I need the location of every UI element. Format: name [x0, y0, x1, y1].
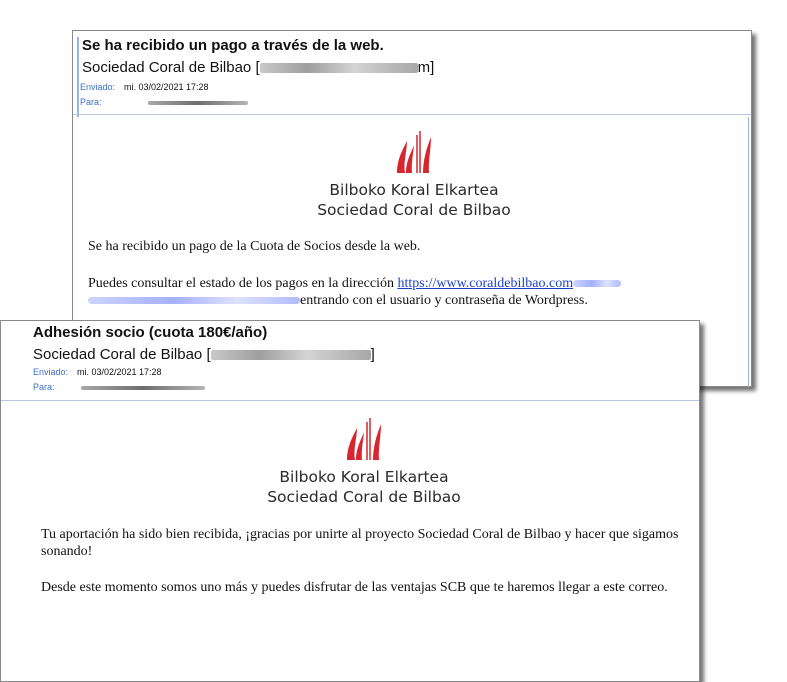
- redacted-link-line: [88, 297, 300, 304]
- paragraph-2-suffix: entrando con el usuario y contraseña de Wordpress.: [300, 293, 588, 308]
- to-row: [33, 382, 205, 392]
- email-subject: Adhesión socio (cuota 180€/año): [33, 324, 268, 341]
- header-separator: [73, 114, 751, 115]
- redacted-email: [260, 63, 418, 73]
- site-link[interactable]: https://www.coraldebilbao.com: [397, 276, 574, 291]
- email-sender: [82, 59, 434, 76]
- sender-name: Sociedad Coral de Bilbao [: [33, 346, 211, 363]
- email-paragraph-2: Desde este momento somos uno más y puedes disfrutar de las ventajas SCB que te haremos llegar a este correo.: [41, 580, 668, 595]
- to-label: Para:: [80, 97, 102, 107]
- logo-text-line1: Bilboko Koral Elkartea: [329, 181, 499, 199]
- header-accent-line: [77, 37, 79, 117]
- email-window-membership: [0, 320, 700, 682]
- sender-tail: ]: [370, 346, 375, 363]
- coral-logo-icon: [393, 129, 435, 177]
- redacted-email: [211, 350, 371, 360]
- paragraph-2-prefix: Puedes consultar el estado de los pagos en la dirección: [88, 276, 398, 291]
- sent-label: Enviado:: [80, 82, 116, 92]
- sender-tail: m]: [417, 59, 435, 76]
- sender-name: Sociedad Coral de Bilbao [: [82, 59, 260, 76]
- email-paragraph-2: [88, 275, 738, 309]
- redacted-recipient: [81, 386, 205, 390]
- to-row: [80, 97, 248, 107]
- sent-row: [33, 367, 162, 377]
- redacted-link-tail: [573, 280, 621, 287]
- coral-logo-icon: [343, 416, 385, 464]
- scroll-edge: [748, 117, 749, 387]
- email-paragraph-1: Tu aportación ha sido bien recibida, ¡gracias por unirte al proyecto Sociedad Coral de Bilbao y hacer que sigamos sonando!: [41, 527, 679, 559]
- logo-text-line2: Sociedad Coral de Bilbao: [267, 488, 461, 506]
- email-subject: Se ha recibido un pago a través de la web.: [82, 37, 384, 54]
- sent-value: mi. 03/02/2021 17:28: [77, 367, 162, 377]
- sent-value: mi. 03/02/2021 17:28: [124, 82, 209, 92]
- logo-text-line1: Bilboko Koral Elkartea: [279, 468, 449, 486]
- email-paragraph-1: Se ha recibido un pago de la Cuota de Socios desde la web.: [88, 239, 421, 254]
- sent-label: Enviado:: [33, 367, 69, 377]
- sent-row: [80, 82, 209, 92]
- to-label: Para:: [33, 382, 55, 392]
- email-sender: [33, 346, 375, 363]
- redacted-recipient: [148, 101, 248, 105]
- header-separator: [1, 400, 699, 401]
- logo-text-line2: Sociedad Coral de Bilbao: [317, 201, 511, 219]
